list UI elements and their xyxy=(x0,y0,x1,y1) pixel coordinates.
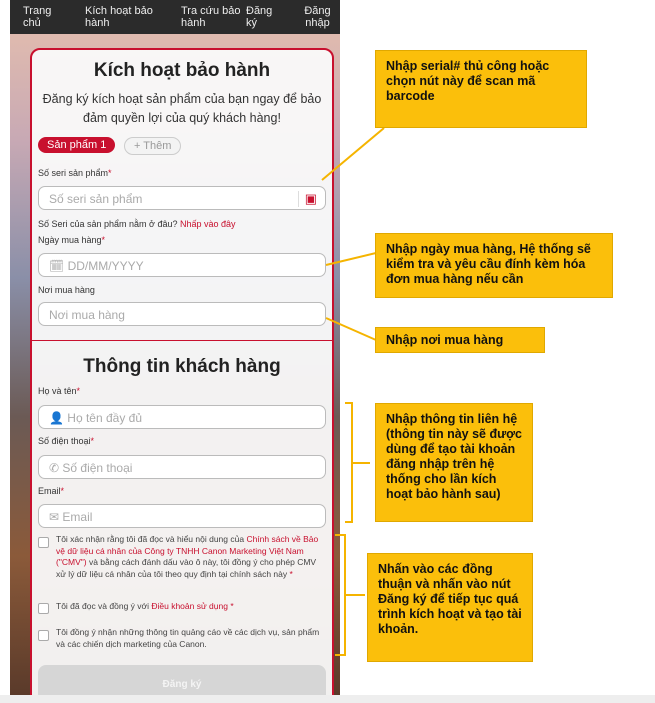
connector-serial xyxy=(322,128,384,180)
nav-register[interactable]: Đăng ký xyxy=(246,5,273,29)
serial-help-link[interactable]: Nhấp vào đây xyxy=(180,219,236,229)
footer-band xyxy=(0,695,655,703)
terms-text: Tôi đã đọc và đồng ý với Điều khoản sử dụng * xyxy=(56,601,234,611)
user-icon: 👤 xyxy=(49,411,68,425)
full-name-input[interactable]: 👤 Họ tên đầy đủ xyxy=(38,405,326,429)
bracket-consent xyxy=(335,535,365,655)
mail-icon: ✉ xyxy=(49,510,63,524)
add-product-button[interactable]: + Thêm xyxy=(124,137,181,155)
callout-contact: Nhập thông tin liên hệ (thông tin này sẽ được dùng để tạo tài khoản đăng nhập trên hệ thống cho lần kích hoạt bảo hành sau) xyxy=(375,403,533,522)
email-input[interactable]: ✉ Email xyxy=(38,504,326,528)
nav-home[interactable]: Trang chủ xyxy=(23,5,52,29)
calendar-icon: 🗓 xyxy=(49,259,68,273)
purchase-place-input[interactable]: Nơi mua hàng xyxy=(38,302,326,326)
phone-icon: ✆ xyxy=(49,461,63,475)
privacy-consent-text: Tôi xác nhận rằng tôi đã đọc và hiểu nội dung của Chính sách về Bảo vệ dữ liệu cá nhân của Công ty TNHH Canon Marketing Việt Nam ("CMV") và bằng cách đánh dấu vào ô này, tôi đồng ý cho phép CMV xử lý dữ liệu cá nhân của tôi theo quy định tại chính sách này * xyxy=(56,534,319,579)
purchase-date-input[interactable]: 🗓 DD/MM/YYYY xyxy=(38,253,326,277)
serial-label: Số seri sản phẩm* xyxy=(38,168,112,178)
privacy-policy-link[interactable]: Chính sách về Bảo vệ dữ liệu cá nhân của Công ty TNHH Canon Marketing Việt Nam ("CMV") xyxy=(56,534,319,567)
email-label: Email* xyxy=(38,486,65,496)
terms-link[interactable]: Điều khoản sử dụng xyxy=(151,601,228,611)
callout-consent: Nhấn vào các đồng thuận và nhấn vào nút Đăng ký để tiếp tục quá trình kích hoạt và tạo tài khoản. xyxy=(367,553,533,662)
nav-lookup[interactable]: Tra cứu bảo hành xyxy=(181,5,241,29)
place-label: Nơi mua hàng xyxy=(38,285,95,295)
serial-input[interactable]: Số seri sản phẩm ▣ xyxy=(38,186,326,210)
callout-serial: Nhập serial# thủ công hoặc chọn nút này để scan mã barcode xyxy=(375,50,587,128)
page-subtitle: Đăng ký kích hoạt sản phẩm của bạn ngay để bảo đảm quyền lợi của quý khách hàng! xyxy=(42,92,322,125)
phone-label: Số điện thoại* xyxy=(38,436,95,446)
connector-place xyxy=(326,318,376,340)
callout-place: Nhập nơi mua hàng xyxy=(375,327,545,353)
date-label: Ngày mua hàng* xyxy=(38,235,106,245)
qr-scan-icon[interactable]: ▣ xyxy=(298,191,317,207)
customer-section-title: Thông tin khách hàng xyxy=(83,356,281,377)
serial-help: Số Seri của sản phẩm nằm ở đâu? Nhấp vào đây xyxy=(38,219,236,229)
nav-login[interactable]: Đăng nhập xyxy=(304,5,331,29)
marketing-text: Tôi đồng ý nhận những thông tin quảng cáo về các dịch vụ, sản phẩm và các chiến dịch marketing của Canon. xyxy=(56,627,320,649)
callout-date: Nhập ngày mua hàng, Hệ thống sẽ kiểm tra và yêu cầu đính kèm hóa đơn mua hàng nếu cần xyxy=(375,233,613,298)
connector-date xyxy=(326,253,376,265)
register-button[interactable]: Đăng ký xyxy=(38,665,326,695)
bracket-contact xyxy=(345,403,370,522)
tab-product-1[interactable]: Sản phẩm 1 xyxy=(38,137,115,153)
nav-activate[interactable]: Kích hoạt bảo hành xyxy=(85,5,153,29)
page-title: Kích hoạt bảo hành xyxy=(93,60,271,81)
phone-input[interactable]: ✆ Số điện thoại xyxy=(38,455,326,479)
name-label: Họ và tên* xyxy=(38,386,81,396)
